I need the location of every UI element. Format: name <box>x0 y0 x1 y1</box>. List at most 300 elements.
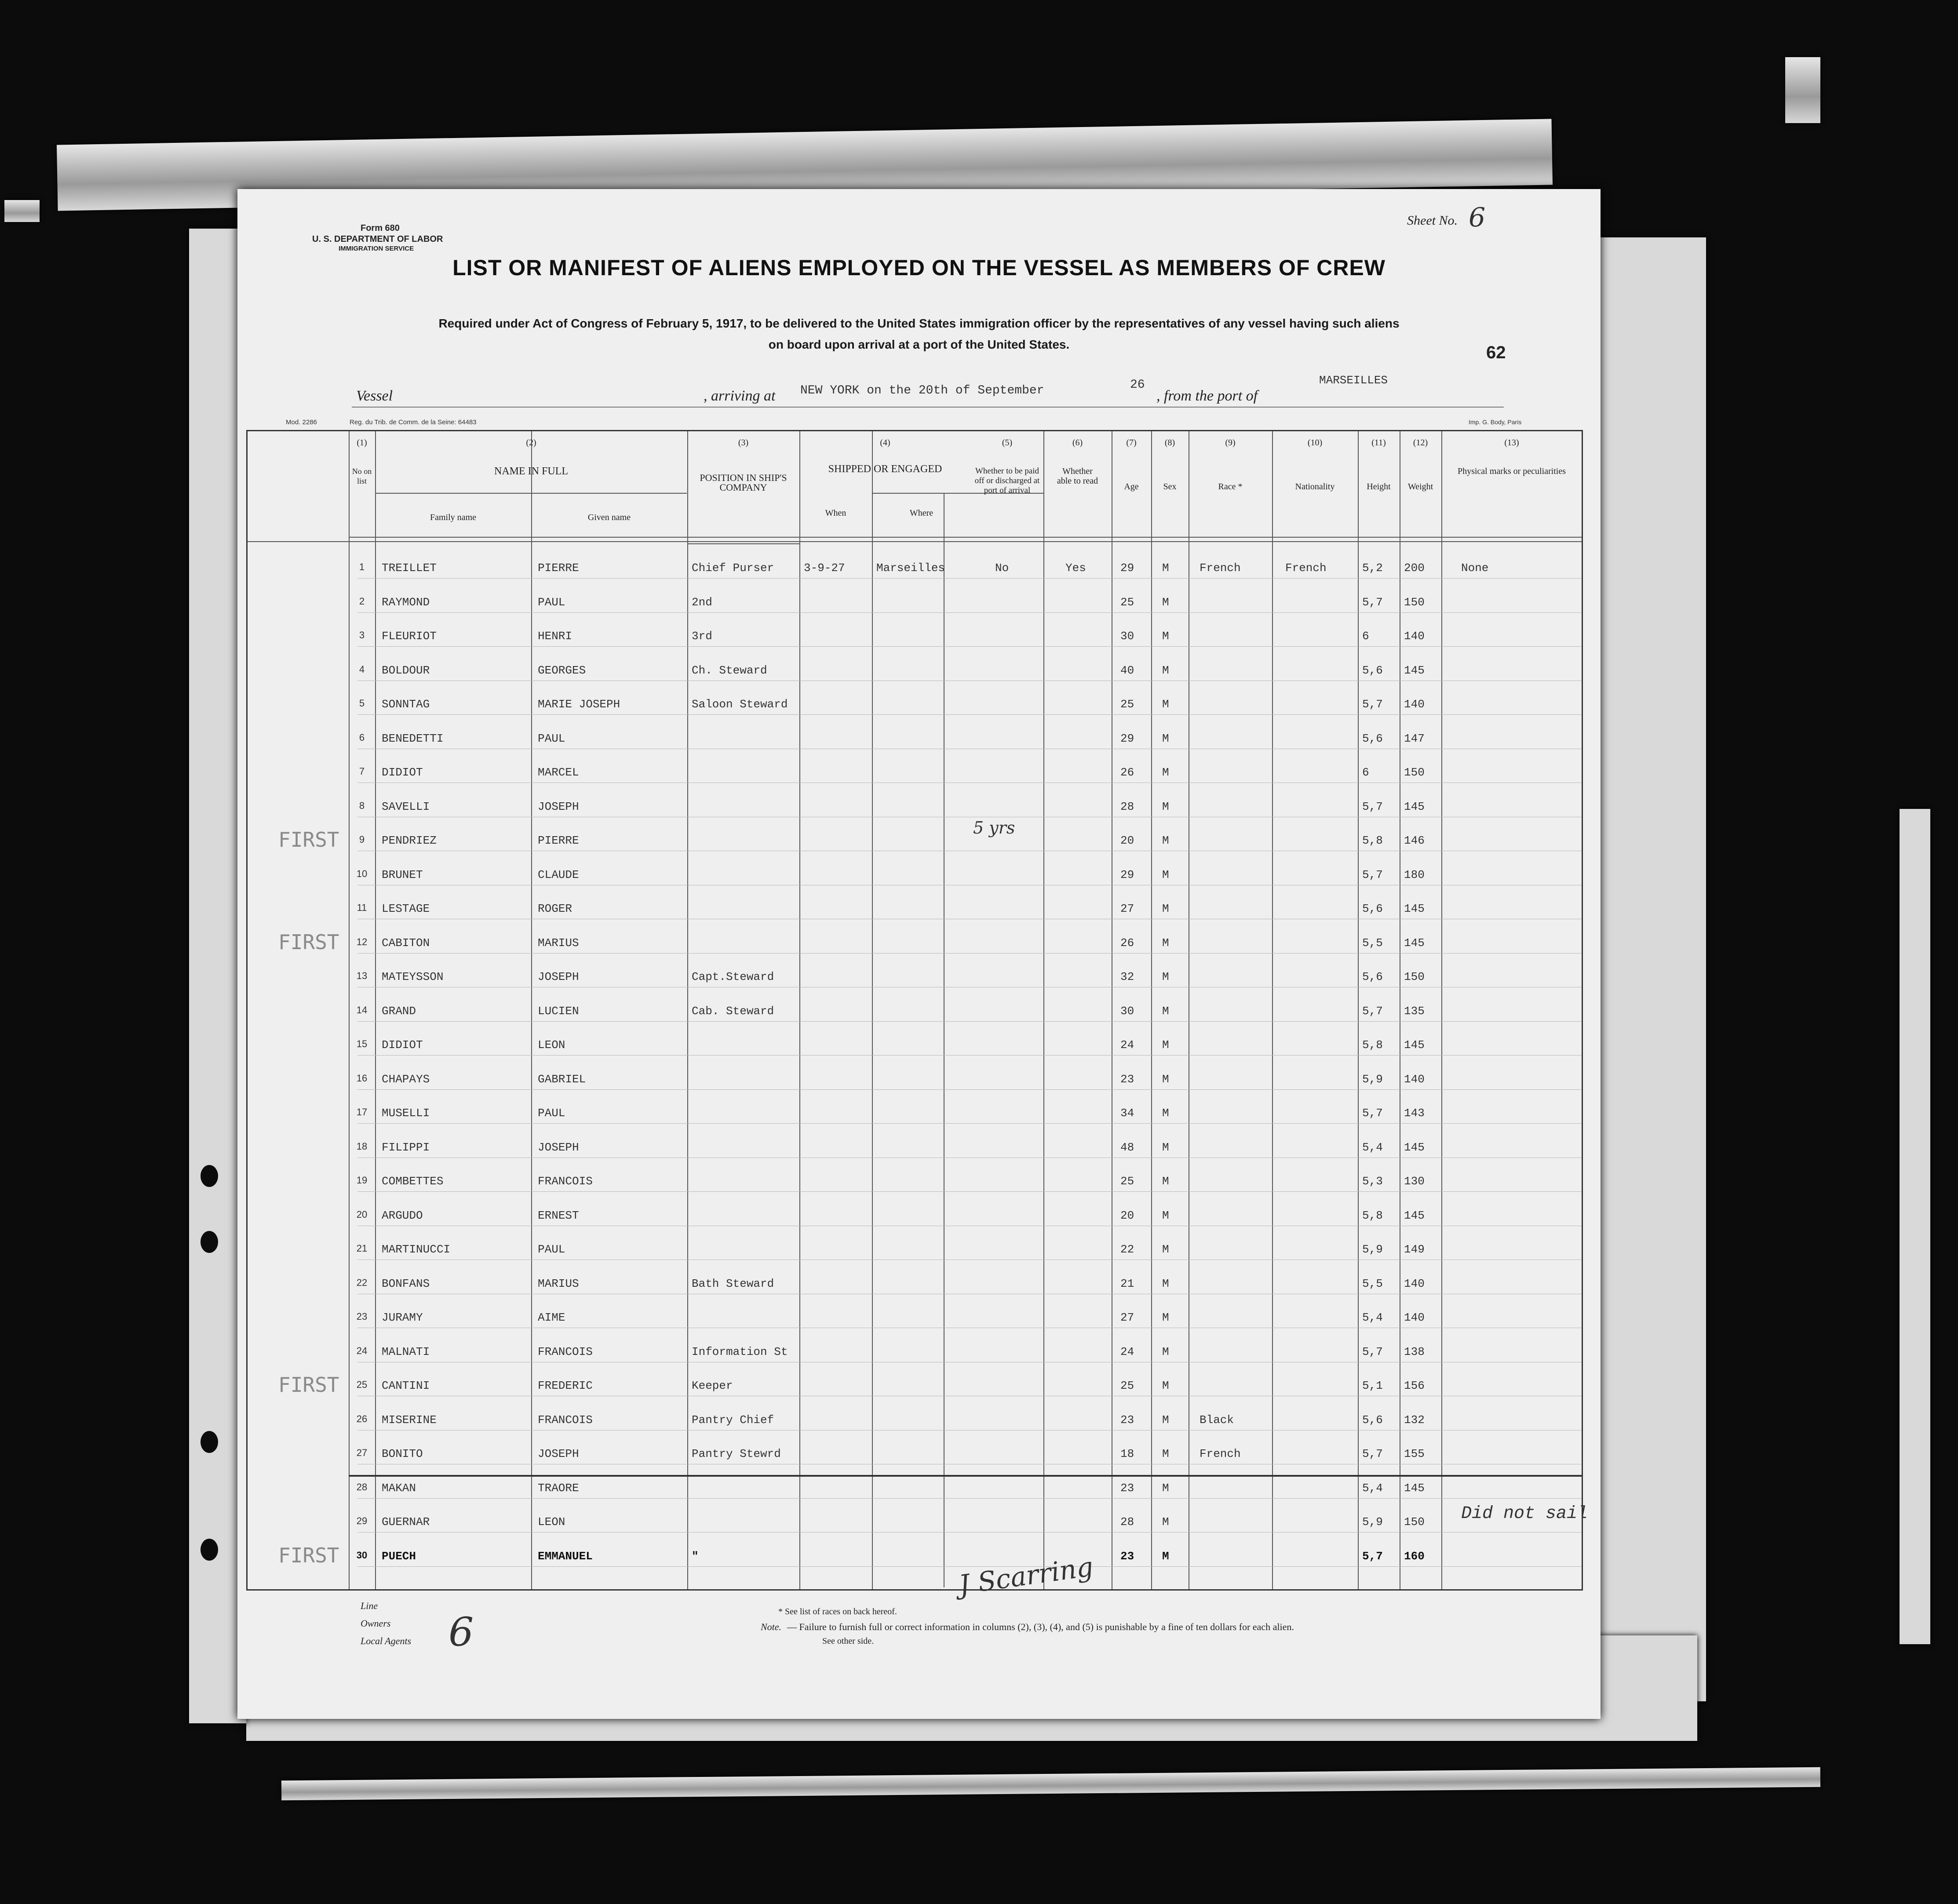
row-number: 13 <box>356 970 368 981</box>
col-13-num: (13) <box>1504 438 1519 448</box>
row-number: 9 <box>359 834 365 845</box>
family-name: TREILLET <box>382 561 437 575</box>
sex: M <box>1162 1072 1169 1086</box>
age: 28 <box>1120 1515 1134 1529</box>
position: Information St <box>692 1345 788 1358</box>
age: 26 <box>1120 936 1134 950</box>
sex: M <box>1162 1515 1169 1529</box>
weight: 145 <box>1404 663 1425 677</box>
weight: 155 <box>1404 1447 1425 1460</box>
header-rule <box>687 543 799 544</box>
weight: 130 <box>1404 1175 1425 1188</box>
age: 29 <box>1120 732 1134 745</box>
races-note: * See list of races on back hereof. <box>778 1607 897 1616</box>
given-name: TRAORE <box>538 1481 579 1495</box>
weight: 156 <box>1404 1379 1425 1392</box>
age: 48 <box>1120 1140 1134 1154</box>
sex: M <box>1162 800 1169 813</box>
row-number: 6 <box>359 732 365 743</box>
row-rule <box>357 714 1582 715</box>
family-name: MARTINUCCI <box>382 1243 451 1256</box>
height: 5,7 <box>1362 1107 1383 1120</box>
sex: M <box>1162 698 1169 711</box>
row-number: 2 <box>359 595 365 607</box>
footer-agents-label: Local Agents <box>361 1635 412 1646</box>
position: Keeper <box>692 1379 733 1392</box>
weight: 200 <box>1404 561 1425 575</box>
sex: M <box>1162 1107 1169 1120</box>
first-stamp: FIRST <box>278 828 339 852</box>
family-name: MATEYSSON <box>382 970 444 983</box>
col-divider <box>1441 431 1442 1589</box>
age: 30 <box>1120 1004 1134 1018</box>
row-number: 11 <box>357 902 367 913</box>
height: 5,6 <box>1362 663 1383 677</box>
given-name: MARIUS <box>538 1277 579 1290</box>
given-name: FRANCOIS <box>538 1175 593 1188</box>
given-name: FREDERIC <box>538 1379 593 1392</box>
family-name: SAVELLI <box>382 800 430 813</box>
row-number: 19 <box>356 1175 368 1186</box>
family-name: SONNTAG <box>382 698 430 711</box>
age: 23 <box>1120 1072 1134 1086</box>
height: 5,5 <box>1362 936 1383 950</box>
footer-agents-handwritten: 6 <box>448 1609 474 1655</box>
from-port-label: , from the port of <box>1156 388 1258 404</box>
position: Ch. Steward <box>692 663 767 677</box>
family-name: PUECH <box>382 1549 416 1563</box>
age: 25 <box>1120 595 1134 609</box>
col-2-given: Given name <box>587 513 631 522</box>
height: 5,8 <box>1362 1209 1383 1222</box>
age: 25 <box>1120 1379 1134 1392</box>
height: 5,3 <box>1362 1175 1383 1188</box>
row-number: 29 <box>356 1515 368 1526</box>
weight: 145 <box>1404 936 1425 950</box>
given-name: EMMANUEL <box>538 1549 593 1563</box>
paid-off: No <box>995 561 1009 575</box>
col-divider <box>1272 431 1273 1589</box>
height: 5,7 <box>1362 1004 1383 1018</box>
height: 5,8 <box>1362 1038 1383 1052</box>
age: 32 <box>1120 970 1134 983</box>
family-name: BRUNET <box>382 868 423 881</box>
given-name: PAUL <box>538 732 565 745</box>
age: 20 <box>1120 834 1134 847</box>
height: 5,4 <box>1362 1481 1383 1495</box>
height: 5,7 <box>1362 595 1383 609</box>
position: 2nd <box>692 595 712 609</box>
col-4-when: When <box>825 508 846 518</box>
col-4-label: SHIPPED OR ENGAGED <box>828 463 942 475</box>
height: 5,9 <box>1362 1072 1383 1086</box>
age: 27 <box>1120 902 1134 915</box>
arriving-value: NEW YORK on the 20th of September <box>800 384 1044 397</box>
height: 5,7 <box>1362 698 1383 711</box>
height: 6 <box>1362 766 1369 779</box>
weight: 180 <box>1404 868 1425 881</box>
age: 40 <box>1120 663 1134 677</box>
from-port-value: MARSEILLES <box>1319 374 1388 387</box>
family-name: BONFANS <box>382 1277 430 1290</box>
given-name: ROGER <box>538 902 572 915</box>
col-10-num: (10) <box>1307 438 1323 448</box>
note-text: — Failure to furnish full or correct information in columns (2), (3), (4), and (5) is punishable by a fine of ten dollars for each alien. <box>787 1621 1294 1632</box>
col-10-label: Nationality <box>1295 482 1335 491</box>
row-number: 24 <box>356 1345 368 1356</box>
position: Pantry Stewrd <box>692 1447 781 1460</box>
height: 5,1 <box>1362 1379 1383 1392</box>
weight: 140 <box>1404 1072 1425 1086</box>
position: Chief Purser <box>692 561 774 575</box>
row-rule <box>357 646 1582 647</box>
col-3-num: (3) <box>738 438 749 448</box>
col-divider <box>375 431 376 1589</box>
row-number: 20 <box>356 1209 368 1220</box>
col-2-label: NAME IN FULL <box>494 466 568 477</box>
sex: M <box>1162 1243 1169 1256</box>
given-name: PAUL <box>538 1107 565 1120</box>
shipped-where: Marseilles <box>876 561 945 575</box>
family-name: GUERNAR <box>382 1515 430 1529</box>
page-title: LIST OR MANIFEST OF ALIENS EMPLOYED ON THE VESSEL AS MEMBERS OF CREW <box>452 255 1386 280</box>
row-rule <box>357 1021 1582 1022</box>
col-divider <box>687 431 688 1589</box>
row-number: 4 <box>359 663 365 675</box>
col-11-num: (11) <box>1371 438 1386 448</box>
family-name: ARGUDO <box>382 1209 423 1222</box>
weight: 140 <box>1404 630 1425 643</box>
header-rule <box>349 537 1582 538</box>
col-4-num: (4) <box>880 438 890 448</box>
family-name: PENDRIEZ <box>382 834 437 847</box>
height: 5,6 <box>1362 970 1383 983</box>
row-number: 5 <box>359 698 365 709</box>
weight: 145 <box>1404 1481 1425 1495</box>
col-8-num: (8) <box>1164 438 1175 448</box>
given-name: AIME <box>538 1311 565 1324</box>
weight: 146 <box>1404 834 1425 847</box>
row-rule <box>357 612 1582 613</box>
position: Bath Steward <box>692 1277 774 1290</box>
family-name: FLEURIOT <box>382 630 437 643</box>
height: 5,4 <box>1362 1140 1383 1154</box>
arriving-label: , arriving at <box>704 388 776 404</box>
sex: M <box>1162 1277 1169 1290</box>
age: 34 <box>1120 1107 1134 1120</box>
height: 5,9 <box>1362 1243 1383 1256</box>
row-number: 21 <box>356 1243 368 1254</box>
height: 5,8 <box>1362 834 1383 847</box>
given-name: MARCEL <box>538 766 579 779</box>
vessel-line-rule <box>352 407 1504 408</box>
row-number: 17 <box>356 1107 368 1118</box>
weight: 160 <box>1404 1549 1425 1563</box>
cancel-rule <box>349 1475 1582 1477</box>
row-number: 26 <box>356 1413 368 1424</box>
shipped-when: 3-9-27 <box>804 561 845 575</box>
age: 25 <box>1120 1175 1134 1188</box>
col-9-label: Race * <box>1218 482 1243 491</box>
height: 5,2 <box>1362 561 1383 575</box>
sex: M <box>1162 1209 1169 1222</box>
col-1-label: No on list <box>352 467 372 485</box>
physical-marks: None <box>1461 561 1489 575</box>
height: 5,7 <box>1362 1345 1383 1358</box>
family-name: MAKAN <box>382 1481 416 1495</box>
height: 5,6 <box>1362 1413 1383 1427</box>
age: 26 <box>1120 766 1134 779</box>
footer-line-label: Line <box>361 1600 378 1611</box>
age: 29 <box>1120 868 1134 881</box>
family-name: LESTAGE <box>382 902 430 915</box>
paper-strip-left <box>4 200 40 222</box>
height: 5,7 <box>1362 800 1383 813</box>
family-name: COMBETTES <box>382 1175 444 1188</box>
height: 5,6 <box>1362 902 1383 915</box>
see-other-side: See other side. <box>822 1636 874 1646</box>
weight: 145 <box>1404 800 1425 813</box>
sex: M <box>1162 1345 1169 1358</box>
age: 22 <box>1120 1243 1134 1256</box>
vessel-label: Vessel <box>356 388 393 404</box>
age: 28 <box>1120 800 1134 813</box>
position: 3rd <box>692 630 712 643</box>
col-divider <box>1043 431 1044 1589</box>
age: 23 <box>1120 1413 1134 1427</box>
position: Saloon Steward <box>692 698 788 711</box>
family-name: DIDIOT <box>382 1038 423 1052</box>
row-number: 7 <box>359 766 365 777</box>
row-rule <box>357 1532 1582 1533</box>
punch-hole <box>201 1165 218 1187</box>
row-number: 22 <box>356 1277 368 1288</box>
height: 5,7 <box>1362 868 1383 881</box>
col-11-label: Height <box>1367 482 1391 491</box>
row-rule <box>357 1498 1582 1499</box>
weight: 140 <box>1404 1277 1425 1290</box>
row-number: 18 <box>356 1140 368 1152</box>
col-1-num: (1) <box>357 438 367 448</box>
sex: M <box>1162 970 1169 983</box>
given-name: FRANCOIS <box>538 1345 593 1358</box>
printer-name: Imp. G. Body, Paris <box>1469 419 1522 426</box>
weight: 138 <box>1404 1345 1425 1358</box>
family-name: BOLDOUR <box>382 663 430 677</box>
sex: M <box>1162 1311 1169 1324</box>
height: 5,7 <box>1362 1549 1383 1563</box>
family-name: MUSELLI <box>382 1107 430 1120</box>
col-12-num: (12) <box>1413 438 1428 448</box>
row-rule <box>357 578 1582 579</box>
punch-hole <box>201 1431 218 1453</box>
footer-owners-label: Owners <box>361 1618 391 1629</box>
note-label: Note. <box>761 1621 782 1632</box>
family-name: GRAND <box>382 1004 416 1018</box>
given-name: LUCIEN <box>538 1004 579 1018</box>
weight: 150 <box>1404 1515 1425 1529</box>
first-stamp: FIRST <box>278 930 339 954</box>
row-number: 27 <box>356 1447 368 1458</box>
given-name: ERNEST <box>538 1209 579 1222</box>
height: 5,5 <box>1362 1277 1383 1290</box>
row-number: 16 <box>356 1072 368 1084</box>
family-name: CANTINI <box>382 1379 430 1392</box>
row-rule <box>357 1566 1582 1567</box>
given-name: PIERRE <box>538 834 579 847</box>
given-name: LEON <box>538 1038 565 1052</box>
weight: 150 <box>1404 595 1425 609</box>
sex: M <box>1162 1004 1169 1018</box>
race: French <box>1200 1447 1241 1460</box>
year-value: 26 <box>1130 378 1145 392</box>
row-number: 3 <box>359 630 365 641</box>
family-name: CABITON <box>382 936 430 950</box>
physical-marks: Did not sail <box>1461 1504 1588 1524</box>
row-rule <box>357 1089 1582 1090</box>
row-number: 25 <box>356 1379 368 1390</box>
given-name: LEON <box>538 1515 565 1529</box>
able-to-read: Yes <box>1065 561 1086 575</box>
sex: M <box>1162 663 1169 677</box>
weight: 140 <box>1404 698 1425 711</box>
row-number: 10 <box>356 868 368 879</box>
col-12-label: Weight <box>1407 482 1433 491</box>
height: 5,7 <box>1362 1447 1383 1460</box>
sex: M <box>1162 1447 1169 1460</box>
col-6-label: Whether able to read <box>1057 466 1098 486</box>
given-name: JOSEPH <box>538 800 579 813</box>
given-name: HENRI <box>538 630 572 643</box>
form-number: Form 680 <box>361 223 400 233</box>
col-4-where: Where <box>909 508 933 518</box>
sex: M <box>1162 902 1169 915</box>
family-name: MALNATI <box>382 1345 430 1358</box>
mod-reference: Mod. 2286 <box>286 419 317 426</box>
given-name: PAUL <box>538 1243 565 1256</box>
col-13-label: Physical marks or peculiarities <box>1457 466 1566 476</box>
col-3-label: POSITION IN SHIP'S COMPANY <box>700 472 787 493</box>
given-name: JOSEPH <box>538 1140 579 1154</box>
col-2-num: (2) <box>526 438 536 448</box>
col-divider <box>1358 431 1359 1589</box>
weight: 149 <box>1404 1243 1425 1256</box>
sheet-number: 6 <box>1469 202 1486 233</box>
given-name: CLAUDE <box>538 868 579 881</box>
row-rule <box>357 1191 1582 1192</box>
row-number: 23 <box>356 1311 368 1322</box>
sex: M <box>1162 1481 1169 1495</box>
family-name: RAYMOND <box>382 595 430 609</box>
under-sheet-right-edge <box>1900 809 1930 1644</box>
col-7-label: Age <box>1124 482 1139 491</box>
first-stamp: FIRST <box>278 1373 339 1397</box>
col-5-label: Whether to be paid off or discharged at port of arrival <box>974 466 1040 495</box>
sex: M <box>1162 561 1169 575</box>
punch-hole <box>201 1539 218 1561</box>
registry-reference: Reg. du Trib. de Comm. de la Seine: 64483 <box>350 419 477 426</box>
col-8-label: Sex <box>1163 482 1177 491</box>
shipped-annotation: 5 yrs <box>973 818 1015 837</box>
given-name: MARIUS <box>538 936 579 950</box>
height: 6 <box>1362 630 1369 643</box>
age: 23 <box>1120 1549 1134 1563</box>
row-number: 1 <box>359 561 365 572</box>
col-divider <box>799 431 800 1589</box>
nationality: French <box>1285 561 1327 575</box>
position: Cab. Steward <box>692 1004 774 1018</box>
position: " <box>692 1549 699 1563</box>
weight: 145 <box>1404 1140 1425 1154</box>
sex: M <box>1162 936 1169 950</box>
weight: 150 <box>1404 766 1425 779</box>
height: 5,4 <box>1362 1311 1383 1324</box>
manifest-table <box>246 430 1588 1591</box>
age: 25 <box>1120 698 1134 711</box>
service: IMMIGRATION SERVICE <box>339 245 414 252</box>
family-name: CHAPAYS <box>382 1072 430 1086</box>
col-7-num: (7) <box>1126 438 1137 448</box>
race: Black <box>1200 1413 1234 1427</box>
weight: 143 <box>1404 1107 1425 1120</box>
col-6-num: (6) <box>1072 438 1083 448</box>
first-stamp: FIRST <box>278 1543 339 1567</box>
sex: M <box>1162 1175 1169 1188</box>
age: 24 <box>1120 1038 1134 1052</box>
row-number: 30 <box>356 1549 368 1561</box>
family-name: BENEDETTI <box>382 732 444 745</box>
page-reference: 62 <box>1486 343 1506 362</box>
col-2-family: Family name <box>430 513 476 522</box>
header-rule <box>248 541 1582 542</box>
sheet-label: Sheet No. <box>1407 213 1458 228</box>
age: 21 <box>1120 1277 1134 1290</box>
position: Pantry Chief <box>692 1413 774 1427</box>
sex: M <box>1162 1549 1169 1563</box>
subtitle-line-2: on board upon arrival at a port of the United States. <box>768 338 1070 351</box>
sex: M <box>1162 1038 1169 1052</box>
weight: 140 <box>1404 1311 1425 1324</box>
subtitle-line-1: Required under Act of Congress of February 5, 1917, to be delivered to the United States immigration officer by the representatives of any vessel having such aliens <box>438 317 1400 330</box>
given-name: PIERRE <box>538 561 579 575</box>
family-name: DIDIOT <box>382 766 423 779</box>
given-name: PAUL <box>538 595 565 609</box>
col-divider <box>1151 431 1152 1589</box>
family-name: BONITO <box>382 1447 423 1460</box>
row-number: 14 <box>356 1004 368 1016</box>
paper-strip-right <box>1785 57 1820 123</box>
col-divider <box>349 431 350 1589</box>
height: 5,9 <box>1362 1515 1383 1529</box>
sex: M <box>1162 1413 1169 1427</box>
row-rule <box>357 1055 1582 1056</box>
age: 23 <box>1120 1481 1134 1495</box>
age: 24 <box>1120 1345 1134 1358</box>
col-9-num: (9) <box>1225 438 1236 448</box>
col-divider <box>872 431 873 1589</box>
age: 18 <box>1120 1447 1134 1460</box>
row-number: 15 <box>356 1038 368 1049</box>
row-number: 28 <box>356 1481 368 1493</box>
family-name: JURAMY <box>382 1311 423 1324</box>
sex: M <box>1162 868 1169 881</box>
sex: M <box>1162 1379 1169 1392</box>
weight: 147 <box>1404 732 1425 745</box>
weight: 150 <box>1404 970 1425 983</box>
sex: M <box>1162 1140 1169 1154</box>
row-number: 8 <box>359 800 365 811</box>
age: 27 <box>1120 1311 1134 1324</box>
